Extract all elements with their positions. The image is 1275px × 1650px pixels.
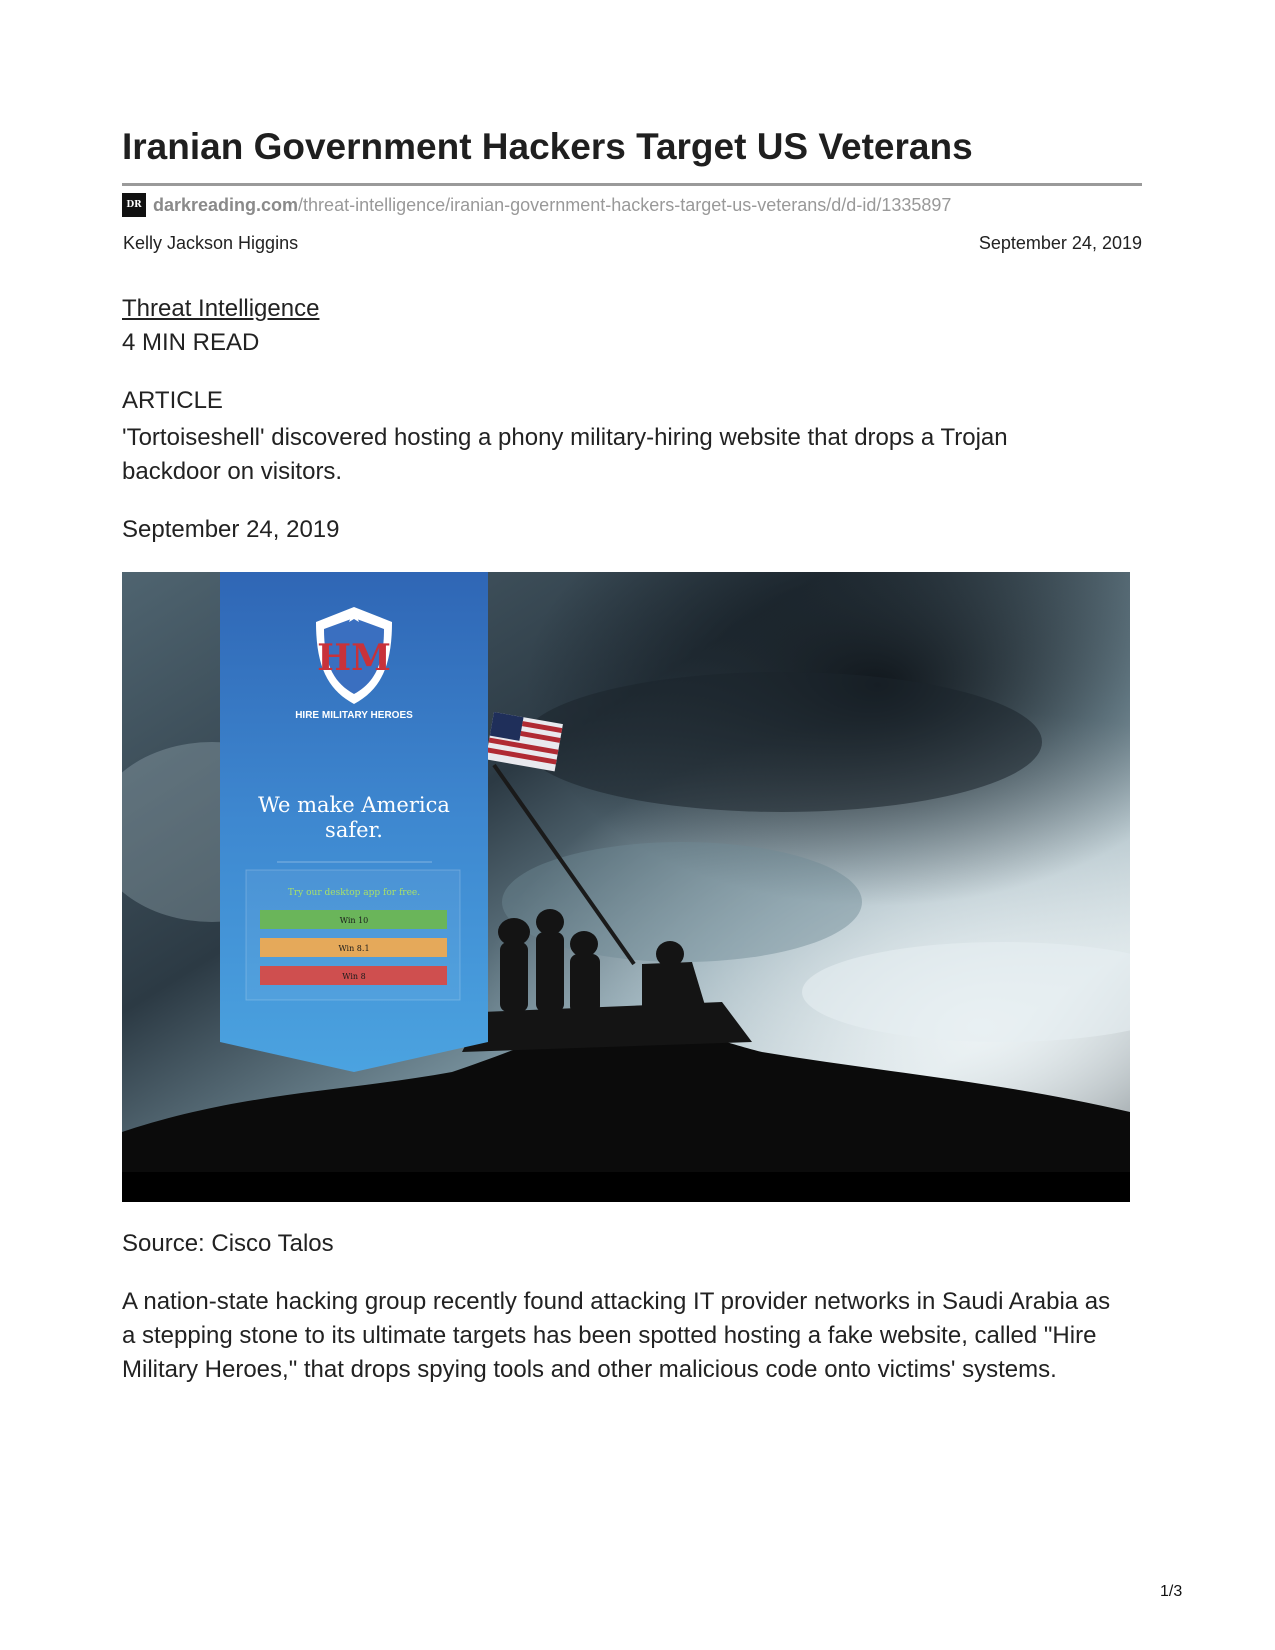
hero-image [122,572,1130,1202]
svg-text:Win 8: Win 8 [342,972,366,981]
category-link[interactable]: Threat Intelligence [122,295,320,322]
hero-brand-name: HIRE MILITARY HEROES [295,710,413,721]
svg-text:Win 8.1: Win 8.1 [338,944,370,953]
header-date: September 24, 2019 [978,233,1142,253]
svg-text:HM: HM [317,637,391,679]
hero-illustration [122,572,1130,1202]
author-name: Kelly Jackson Higgins [123,233,299,253]
article-lede: 'Tortoiseshell' discovered hosting a phony military-hiring website that drops a Trojan backdoor on visitors. [122,424,1008,485]
source-url-row[interactable] [122,193,951,217]
article-type-label: ARTICLE [122,387,223,414]
read-time: 4 MIN READ [122,329,260,356]
hero-cta: Try our desktop app for free. [287,888,421,898]
source-path[interactable]: /threat-intelligence/iranian-government-hackers-target-us-veterans/d/d-id/1335897 [298,194,952,215]
source-url[interactable] [153,195,951,216]
svg-text:Win 10: Win 10 [339,916,369,925]
image-caption: Source: Cisco Talos [122,1230,334,1257]
hero-tagline-line2: safer. [325,818,383,842]
article-title: Iranian Government Hackers Target US Veterans [122,126,973,167]
title-divider [122,183,1142,186]
body-paragraph: A nation-state hacking group recently found attacking IT provider networks in Saudi Arabia as a stepping stone to its ultimate targets has been spotted hosting a fake website, called "Hire Military Heroes," that drops spying tools and other malicious code onto victims' systems. [122,1288,1111,1383]
source-domain[interactable]: darkreading.com [153,194,299,215]
darkreading-logo-icon: DR [122,193,146,217]
article-date: September 24, 2019 [122,516,340,543]
page-number: 1/3 [1160,1583,1183,1600]
hero-tagline-line1: We make America [258,793,450,817]
